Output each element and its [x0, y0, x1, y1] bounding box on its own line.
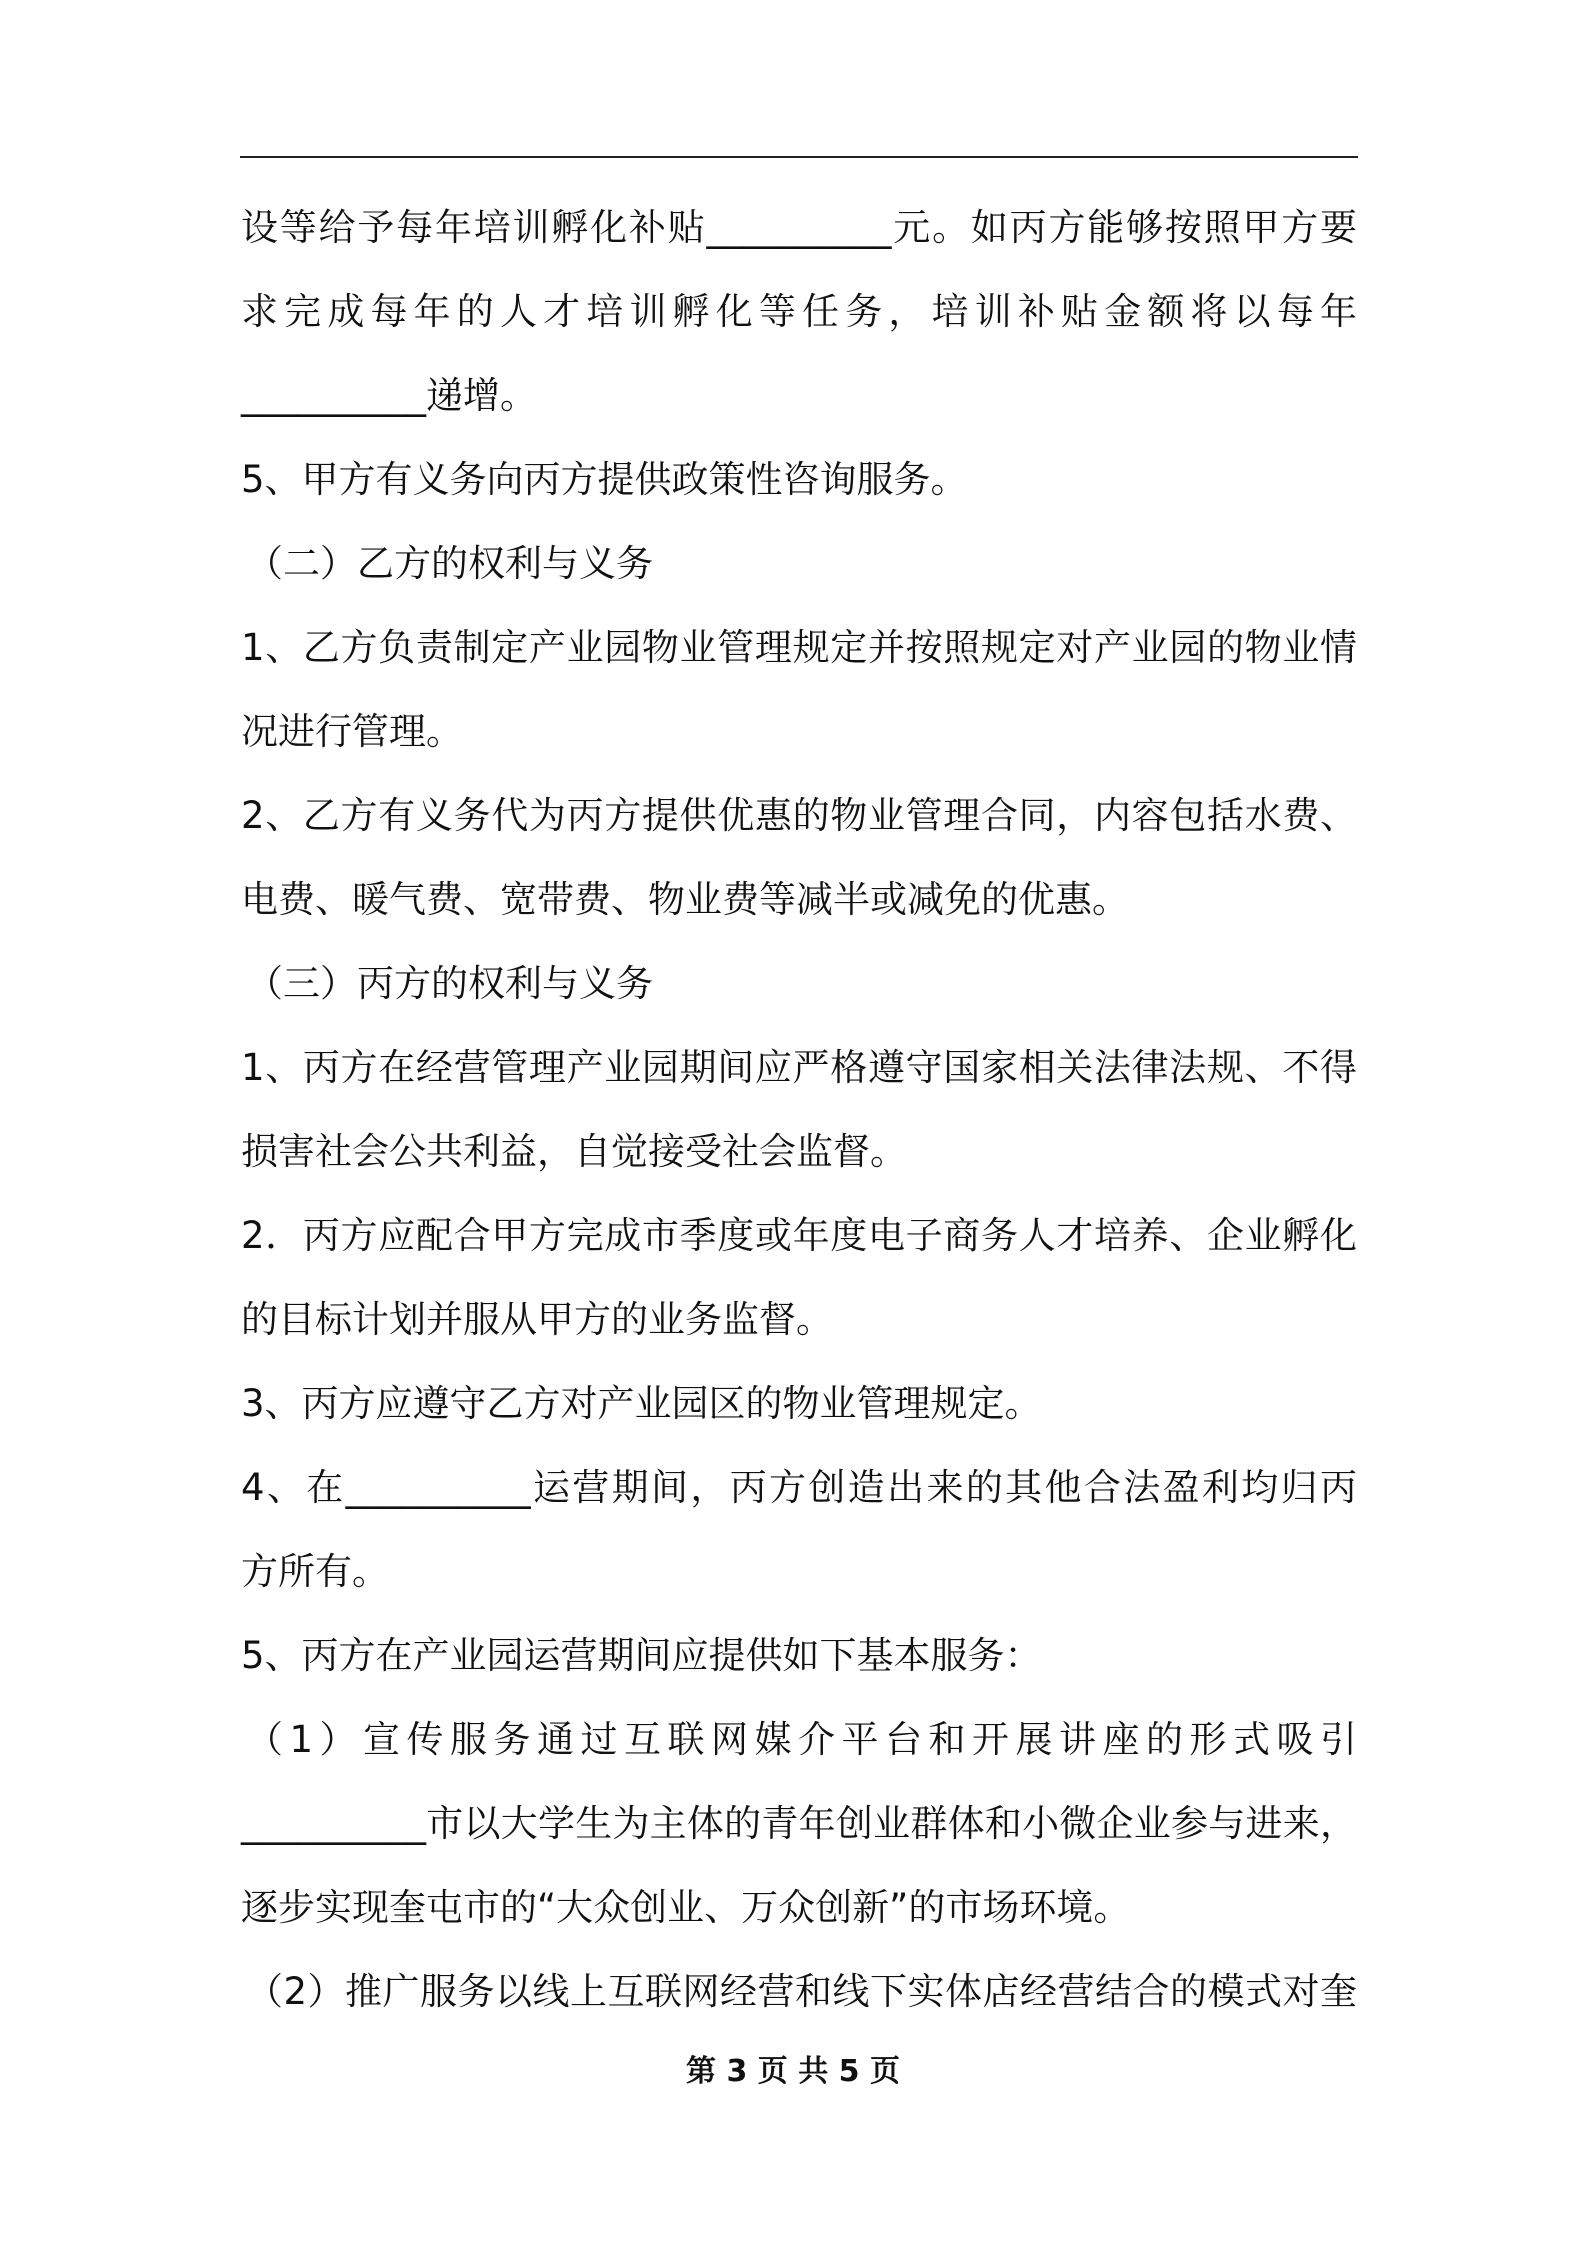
- text-line-1: 设等给予每年培训孵化补贴__________元。如丙方能够按照甲方要: [241, 206, 1357, 249]
- text-line-22: （2）推广服务以线上互联网经营和线下实体店经营结合的模式对奎: [246, 1970, 1357, 2013]
- text-line-4: 5、甲方有义务向丙方提供政策性咨询服务。: [241, 458, 968, 501]
- text-line-2: 求完成每年的人才培训孵化等任务，培训补贴金额将以每年: [241, 290, 1357, 333]
- section-heading-3: （三）丙方的权利与义务: [246, 962, 653, 1005]
- text-line-3: __________递增。: [241, 374, 537, 417]
- text-line-18: 5、丙方在产业园运营期间应提供如下基本服务：: [241, 1634, 1042, 1677]
- text-line-16: 4、在__________运营期间，丙方创造出来的其他合法盈利均归丙: [241, 1466, 1357, 1509]
- text-line-13: 2．丙方应配合甲方完成市季度或年度电子商务人才培养、企业孵化: [241, 1214, 1357, 1257]
- text-line-17: 方所有。: [241, 1550, 389, 1593]
- text-line-9: 电费、暖气费、宽带费、物业费等减半或减免的优惠。: [241, 878, 1129, 921]
- text-line-7: 况进行管理。: [241, 710, 463, 753]
- text-line-8: 2、乙方有义务代为丙方提供优惠的物业管理合同，内容包括水费、: [241, 794, 1357, 837]
- text-line-20: __________市以大学生为主体的青年创业群体和小微企业参与进来，: [241, 1802, 1357, 1845]
- text-line-14: 的目标计划并服从甲方的业务监督。: [241, 1298, 833, 1341]
- text-line-12: 损害社会公共利益，自觉接受社会监督。: [241, 1130, 907, 1173]
- page-footer: 第 3 页 共 5 页: [686, 2054, 900, 2089]
- text-line-15: 3、丙方应遵守乙方对产业园区的物业管理规定。: [241, 1382, 1042, 1425]
- section-heading-2: （二）乙方的权利与义务: [246, 542, 653, 585]
- text-line-6: 1、乙方负责制定产业园物业管理规定并按照规定对产业园的物业情: [241, 626, 1357, 669]
- header-rule: [240, 156, 1358, 158]
- text-line-21: 逐步实现奎屯市的“大众创业、万众创新”的市场环境。: [241, 1886, 1131, 1929]
- text-line-11: 1、丙方在经营管理产业园期间应严格遵守国家相关法律法规、不得: [241, 1046, 1357, 1089]
- text-line-19: （1）宣传服务通过互联网媒介平台和开展讲座的形式吸引: [246, 1718, 1357, 1761]
